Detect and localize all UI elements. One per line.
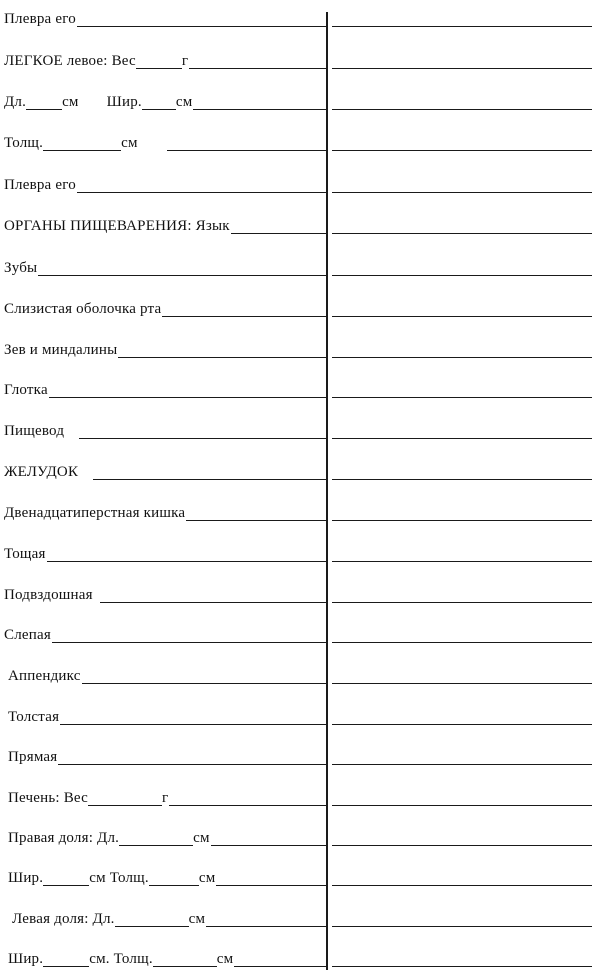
unit-label: см [175, 94, 193, 110]
field-blank[interactable] [77, 177, 326, 193]
weight-blank[interactable] [136, 53, 182, 69]
form-row-digestive-tongue [0, 209, 612, 237]
notes-line[interactable] [332, 275, 592, 276]
notes-line[interactable] [332, 150, 592, 151]
notes-line[interactable] [332, 357, 592, 358]
notes-line[interactable] [332, 845, 592, 846]
field-label: Шир. [8, 951, 44, 967]
notes-line[interactable] [332, 683, 592, 684]
field-blank[interactable] [100, 587, 326, 603]
field-label: см. Толщ. [89, 951, 153, 967]
form-row-lung-length-width [0, 85, 612, 113]
notes-line[interactable] [332, 479, 592, 480]
width-blank[interactable] [43, 870, 89, 886]
field-blank[interactable] [60, 709, 326, 725]
field-label: Дл. [4, 94, 27, 110]
field-label: Зубы [4, 260, 38, 276]
field-blank[interactable] [47, 546, 326, 562]
field-blank[interactable] [162, 301, 326, 317]
width-blank[interactable] [43, 951, 89, 967]
field-blank[interactable] [189, 53, 326, 69]
field-label: Толстая [8, 709, 60, 725]
field-label: Шир. [8, 870, 44, 886]
field-label: ОРГАНЫ ПИЩЕВАРЕНИЯ: Язык [4, 218, 230, 234]
unit-label: см [198, 870, 216, 886]
form-row-pleura-1 [0, 2, 612, 30]
notes-line[interactable] [332, 192, 592, 193]
field-label: Левая доля: Дл. [12, 911, 115, 927]
field-blank[interactable] [38, 260, 326, 276]
field-blank[interactable] [82, 668, 326, 684]
thickness-blank[interactable] [153, 951, 217, 967]
field-blank[interactable] [216, 870, 326, 886]
field-blank[interactable] [118, 342, 326, 358]
unit-label: см [188, 911, 206, 927]
field-blank[interactable] [52, 627, 326, 643]
field-blank[interactable] [93, 464, 326, 480]
field-label: Тощая [4, 546, 46, 562]
notes-line[interactable] [332, 561, 592, 562]
field-blank[interactable] [186, 505, 326, 521]
field-blank[interactable] [58, 749, 326, 765]
field-label: Глотка [4, 382, 48, 398]
form-row-right-lobe-length [0, 821, 612, 849]
form-row-right-lobe-width-thickness [0, 861, 612, 889]
unit-label: см [121, 135, 138, 151]
form-row-esophagus [0, 414, 612, 442]
field-blank[interactable] [206, 911, 326, 927]
form-row-left-lobe-width-thickness [0, 942, 612, 970]
field-label: Аппендикс [8, 668, 81, 684]
field-label: Плевра его [4, 177, 76, 193]
notes-line[interactable] [332, 520, 592, 521]
form-row-lung-thickness [0, 126, 612, 154]
field-blank[interactable] [169, 790, 326, 806]
field-label: Подвздошная [4, 587, 93, 603]
length-blank[interactable] [115, 911, 189, 927]
field-label: см Толщ. [89, 870, 149, 886]
notes-line[interactable] [332, 316, 592, 317]
notes-line[interactable] [332, 764, 592, 765]
field-label: ЖЕЛУДОК [4, 464, 79, 480]
field-label: Пищевод [4, 423, 65, 439]
form-row-left-lobe-length [0, 902, 612, 930]
field-blank[interactable] [231, 218, 326, 234]
field-label: Слепая [4, 627, 51, 643]
notes-line[interactable] [332, 109, 592, 110]
form-row-appendix [0, 659, 612, 687]
field-blank[interactable] [167, 135, 326, 151]
form-row-jejunum [0, 537, 612, 565]
weight-blank[interactable] [88, 790, 162, 806]
notes-line[interactable] [332, 885, 592, 886]
notes-line[interactable] [332, 602, 592, 603]
field-blank[interactable] [193, 94, 326, 110]
unit-label: см [62, 94, 79, 110]
length-blank[interactable] [26, 94, 62, 110]
form-row-left-lung-weight [0, 44, 612, 72]
form-row-throat [0, 373, 612, 401]
form-row-teeth [0, 251, 612, 279]
field-blank[interactable] [211, 830, 326, 846]
unit-label: см [193, 830, 210, 846]
notes-line[interactable] [332, 26, 592, 27]
unit-label: г [162, 790, 169, 806]
thickness-blank[interactable] [43, 135, 121, 151]
unit-label: г [181, 53, 189, 69]
unit-label: см [216, 951, 234, 967]
notes-line[interactable] [332, 724, 592, 725]
field-label: ЛЕГКОЕ левое: Вес [4, 53, 136, 69]
form-row-pleura-2 [0, 168, 612, 196]
notes-line[interactable] [332, 397, 592, 398]
field-blank[interactable] [77, 11, 326, 27]
field-label: Шир. [106, 94, 142, 110]
width-blank[interactable] [142, 94, 176, 110]
notes-line[interactable] [332, 438, 592, 439]
field-label: Прямая [8, 749, 58, 765]
form-row-liver-weight [0, 781, 612, 809]
form-row-duodenum [0, 496, 612, 524]
form-row-oral-mucosa [0, 292, 612, 320]
notes-line[interactable] [332, 805, 592, 806]
notes-line[interactable] [332, 233, 592, 234]
notes-line[interactable] [332, 926, 592, 927]
notes-line[interactable] [332, 642, 592, 643]
field-label: Печень: Вес [8, 790, 88, 806]
form-row-pharynx-tonsils [0, 333, 612, 361]
field-label: Зев и миндалины [4, 342, 118, 358]
form-row-colon [0, 700, 612, 728]
field-label: Правая доля: Дл. [8, 830, 120, 846]
form-row-ileum [0, 578, 612, 606]
field-label: Плевра его [4, 11, 76, 27]
thickness-blank[interactable] [149, 870, 199, 886]
length-blank[interactable] [119, 830, 193, 846]
field-label: Толщ. [4, 135, 44, 151]
notes-line[interactable] [332, 966, 592, 967]
field-label: Двенадцатиперстная кишка [4, 505, 186, 521]
field-blank[interactable] [79, 423, 326, 439]
form-row-stomach [0, 455, 612, 483]
form-row-cecum [0, 618, 612, 646]
field-label: Слизистая оболочка рта [4, 301, 162, 317]
form-row-rectum [0, 740, 612, 768]
field-blank[interactable] [234, 951, 326, 967]
field-blank[interactable] [49, 382, 326, 398]
notes-line[interactable] [332, 68, 592, 69]
